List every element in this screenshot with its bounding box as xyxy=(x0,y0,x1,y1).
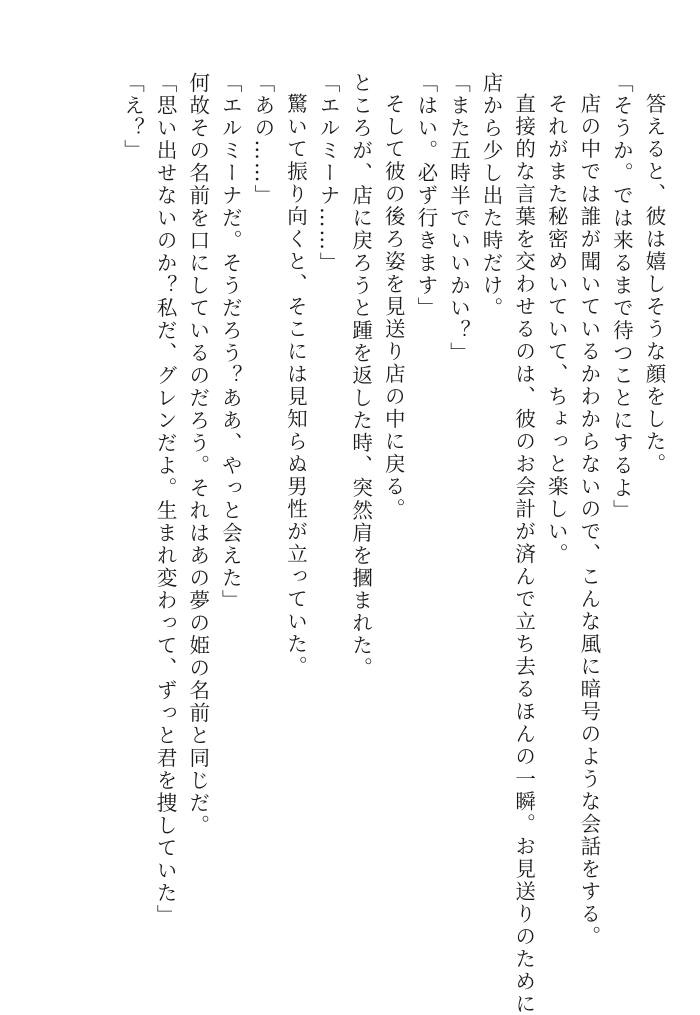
vertical-text-body xyxy=(116,72,670,1015)
text-line: ところが、店に戻ろうと踵を返した時、突然肩を摑まれた。 xyxy=(348,72,373,680)
text-line: 店の中では誰が聞いているかわからないので、こんな風に暗号のような会話をする。 xyxy=(576,92,601,948)
text-line: 何故その名前を口にしているのだろう。それはあの夢の姫の名前と同じだ。 xyxy=(185,72,210,837)
text-line: 答えると、彼は嬉しそうな顔をした。 xyxy=(642,92,666,475)
dialogue-line: 「エルミーナ……」 xyxy=(316,72,341,275)
dialogue-line: 「あの……」 xyxy=(250,72,275,207)
dialogue-line: 「そうか。では来るまで待つことにするよ」 xyxy=(609,72,634,522)
text-line: 直接的な言葉を交わせるのは、彼のお会計が済んで立ち去るほんの一瞬。お見送りのために xyxy=(511,92,536,1015)
dialogue-line: 「また五時半でいいかい？」 xyxy=(446,72,471,365)
text-line: そして彼の後ろ姿を見送り店の中に戻る。 xyxy=(381,92,406,520)
dialogue-line: 「思い出せないのか？私だ、グレンだよ。生まれ変わって、ずっと君を捜していた」 xyxy=(153,72,178,927)
dialogue-line: 「エルミーナだ。そうだろう？ああ、やっと会えた」 xyxy=(218,72,243,612)
text-line: それがまた秘密めいていて、ちょっと楽しい。 xyxy=(544,92,569,565)
dialogue-line: 「はい。必ず行きます」 xyxy=(413,72,438,320)
dialogue-line: 「え？」 xyxy=(120,72,145,162)
text-line: 驚いて振り向くと、そこには見知らぬ男性が立っていた。 xyxy=(283,92,308,678)
text-line: 店から少し出た時だけ。 xyxy=(479,72,504,320)
